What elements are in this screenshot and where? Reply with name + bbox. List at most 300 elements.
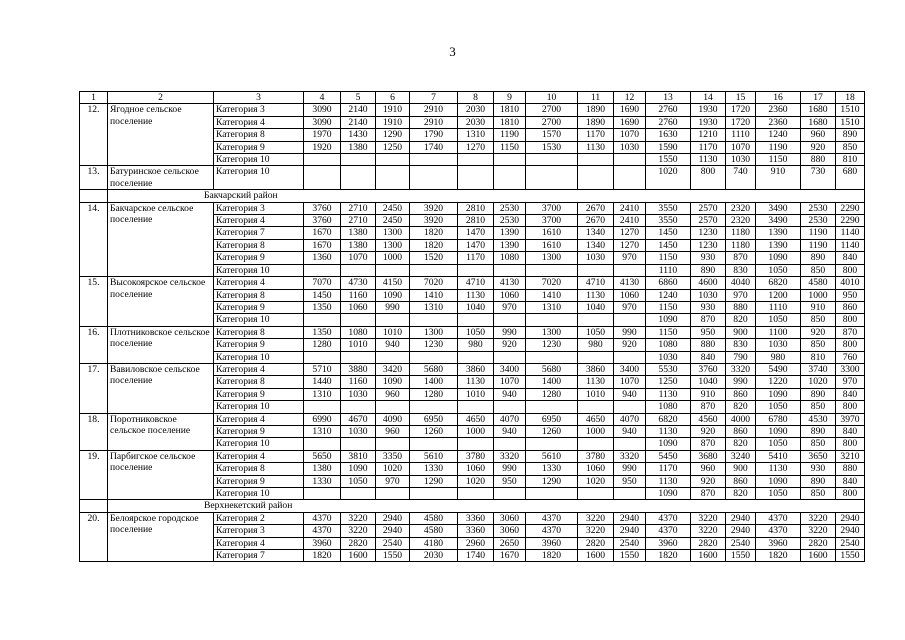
value-cell: 1190	[756, 141, 801, 153]
district-name: Верхнекетский район	[108, 500, 865, 512]
value-cell: 1390	[494, 239, 526, 251]
value-cell: 1000	[376, 252, 410, 264]
value-cell: 1240	[756, 129, 801, 141]
value-cell: 2540	[614, 537, 646, 549]
value-cell: 3300	[836, 363, 865, 375]
value-cell: 850	[801, 339, 836, 351]
value-cell: 870	[691, 314, 726, 326]
value-cell: 1470	[458, 227, 494, 239]
value-cell: 1110	[646, 264, 691, 276]
value-cell: 1050	[756, 488, 801, 500]
value-cell: 4070	[494, 413, 526, 425]
value-cell: 1240	[646, 289, 691, 301]
value-cell: 3760	[691, 363, 726, 375]
column-header: 10	[526, 92, 578, 104]
value-cell: 1260	[410, 425, 458, 437]
value-cell: 850	[801, 401, 836, 413]
value-cell: 1030	[726, 154, 756, 166]
value-cell: 1390	[494, 227, 526, 239]
value-cell: 1080	[494, 252, 526, 264]
value-cell: 1350	[304, 301, 341, 313]
column-header: 1	[80, 92, 108, 104]
value-cell	[614, 154, 646, 166]
value-cell: 1820	[410, 239, 458, 251]
value-cell: 2940	[376, 525, 410, 537]
value-cell: 960	[691, 463, 726, 475]
value-cell: 890	[801, 252, 836, 264]
value-cell: 980	[458, 339, 494, 351]
value-cell: 5680	[410, 363, 458, 375]
value-cell: 4090	[376, 413, 410, 425]
value-cell: 3090	[304, 116, 341, 128]
value-cell: 1600	[341, 550, 376, 562]
value-cell: 1520	[410, 252, 458, 264]
value-cell: 2140	[341, 104, 376, 116]
value-cell: 1260	[526, 425, 578, 437]
value-cell: 930	[691, 252, 726, 264]
value-cell: 680	[836, 166, 865, 190]
value-cell	[304, 314, 341, 326]
value-cell: 960	[376, 425, 410, 437]
value-cell: 800	[691, 166, 726, 190]
value-cell: 1820	[646, 550, 691, 562]
value-cell: 1090	[756, 252, 801, 264]
value-cell: 3420	[376, 363, 410, 375]
category-cell: Категория 8	[214, 129, 304, 141]
value-cell	[526, 401, 578, 413]
value-cell: 1150	[646, 301, 691, 313]
value-cell: 1030	[691, 289, 726, 301]
value-cell: 1190	[801, 227, 836, 239]
value-cell: 3490	[756, 215, 801, 227]
value-cell	[614, 438, 646, 450]
value-cell: 1070	[614, 129, 646, 141]
value-cell: 4650	[458, 413, 494, 425]
value-cell: 870	[691, 488, 726, 500]
value-cell: 1910	[376, 104, 410, 116]
value-cell: 3090	[304, 104, 341, 116]
value-cell: 1680	[801, 104, 836, 116]
value-cell	[526, 351, 578, 363]
value-cell	[526, 438, 578, 450]
value-cell: 740	[726, 166, 756, 190]
value-cell	[526, 166, 578, 190]
value-cell: 3960	[646, 537, 691, 549]
value-cell: 970	[614, 301, 646, 313]
value-cell: 1090	[376, 376, 410, 388]
value-cell: 1720	[726, 104, 756, 116]
value-cell: 1670	[304, 239, 341, 251]
value-cell: 1130	[458, 289, 494, 301]
settlement-name: Ягодное сельское поселение	[108, 104, 214, 166]
value-cell: 1450	[646, 239, 691, 251]
value-cell: 4580	[410, 525, 458, 537]
value-cell: 890	[801, 388, 836, 400]
value-cell: 3810	[341, 450, 376, 462]
value-cell: 3650	[801, 450, 836, 462]
value-cell: 1380	[341, 227, 376, 239]
value-cell: 2940	[614, 525, 646, 537]
value-cell: 1410	[526, 289, 578, 301]
value-cell	[494, 438, 526, 450]
value-cell: 840	[836, 475, 865, 487]
value-cell: 880	[801, 154, 836, 166]
value-cell: 1670	[304, 227, 341, 239]
value-cell: 3320	[614, 450, 646, 462]
category-cell: Категория 9	[214, 425, 304, 437]
value-cell	[494, 488, 526, 500]
value-cell: 1290	[526, 475, 578, 487]
value-cell: 3860	[458, 363, 494, 375]
category-cell: Категория 10	[214, 438, 304, 450]
value-cell: 4560	[691, 413, 726, 425]
value-cell: 930	[801, 463, 836, 475]
value-cell	[526, 314, 578, 326]
value-cell: 1020	[646, 166, 691, 190]
value-cell: 2410	[614, 215, 646, 227]
value-cell: 1600	[801, 550, 836, 562]
value-cell: 2940	[726, 525, 756, 537]
value-cell	[578, 401, 614, 413]
value-cell: 1150	[494, 141, 526, 153]
value-cell	[494, 401, 526, 413]
value-cell: 950	[614, 475, 646, 487]
table-row	[80, 512, 865, 524]
value-cell: 1380	[341, 141, 376, 153]
value-cell	[578, 264, 614, 276]
category-cell: Категория 10	[214, 166, 304, 190]
value-cell	[458, 166, 494, 190]
value-cell: 2940	[836, 512, 865, 524]
value-cell	[341, 166, 376, 190]
value-cell	[614, 314, 646, 326]
value-cell: 1550	[726, 550, 756, 562]
value-cell	[410, 154, 458, 166]
value-cell: 3220	[801, 512, 836, 524]
value-cell: 1040	[578, 301, 614, 313]
value-cell: 1000	[801, 289, 836, 301]
value-cell	[494, 264, 526, 276]
value-cell: 6950	[526, 413, 578, 425]
column-header: 17	[801, 92, 836, 104]
value-cell	[578, 351, 614, 363]
district-empty-cell	[80, 190, 108, 202]
value-cell: 1150	[646, 326, 691, 338]
value-cell: 1810	[494, 104, 526, 116]
value-cell: 2570	[691, 202, 726, 214]
value-cell: 950	[494, 475, 526, 487]
value-cell: 3220	[801, 525, 836, 537]
value-cell: 1200	[756, 289, 801, 301]
value-cell: 4650	[578, 413, 614, 425]
value-cell: 920	[614, 339, 646, 351]
value-cell: 1350	[304, 326, 341, 338]
value-cell: 1010	[341, 339, 376, 351]
value-cell: 3760	[304, 215, 341, 227]
value-cell: 1050	[578, 326, 614, 338]
value-cell: 820	[726, 488, 756, 500]
value-cell: 2820	[578, 537, 614, 549]
value-cell: 4370	[526, 512, 578, 524]
value-cell: 800	[836, 264, 865, 276]
value-cell: 3320	[726, 363, 756, 375]
value-cell: 3220	[578, 512, 614, 524]
value-cell: 1550	[646, 154, 691, 166]
district-row	[80, 190, 865, 202]
value-cell: 2650	[494, 537, 526, 549]
value-cell: 1230	[410, 339, 458, 351]
value-cell: 1150	[756, 154, 801, 166]
value-cell: 4010	[836, 277, 865, 289]
column-header: 15	[726, 92, 756, 104]
category-cell: Категория 4	[214, 277, 304, 289]
value-cell: 800	[836, 339, 865, 351]
value-cell: 960	[376, 388, 410, 400]
value-cell	[458, 488, 494, 500]
value-cell	[304, 351, 341, 363]
value-cell: 3240	[726, 450, 756, 462]
settlement-name: Батуринское сельское поселение	[108, 166, 214, 190]
category-cell: Категория 9	[214, 301, 304, 313]
value-cell: 1790	[410, 129, 458, 141]
value-cell: 1050	[756, 438, 801, 450]
value-cell: 3760	[304, 202, 341, 214]
value-cell: 860	[836, 301, 865, 313]
value-cell: 2910	[410, 116, 458, 128]
value-cell	[376, 488, 410, 500]
value-cell	[578, 438, 614, 450]
value-cell: 1250	[376, 141, 410, 153]
value-cell: 3700	[526, 215, 578, 227]
value-cell: 5650	[304, 450, 341, 462]
value-cell: 3740	[801, 363, 836, 375]
column-header: 12	[614, 92, 646, 104]
category-cell: Категория 8	[214, 463, 304, 475]
value-cell: 840	[836, 425, 865, 437]
value-cell: 4530	[801, 413, 836, 425]
value-cell	[410, 264, 458, 276]
category-cell: Категория 9	[214, 339, 304, 351]
value-cell	[376, 401, 410, 413]
value-cell: 1410	[410, 289, 458, 301]
value-cell	[304, 154, 341, 166]
value-cell	[458, 351, 494, 363]
category-cell: Категория 9	[214, 388, 304, 400]
value-cell: 3490	[756, 202, 801, 214]
value-cell: 1130	[691, 154, 726, 166]
value-cell: 3350	[376, 450, 410, 462]
value-cell: 940	[494, 425, 526, 437]
value-cell: 760	[836, 351, 865, 363]
value-cell: 1050	[756, 264, 801, 276]
value-cell: 1090	[756, 425, 801, 437]
district-empty-cell	[80, 500, 108, 512]
row-number: 20.	[80, 512, 108, 562]
value-cell	[578, 314, 614, 326]
value-cell: 870	[726, 252, 756, 264]
value-cell: 1030	[646, 351, 691, 363]
value-cell: 4370	[756, 512, 801, 524]
settlement-name: Бакчарское сельское поселение	[108, 202, 214, 276]
value-cell: 3220	[691, 512, 726, 524]
category-cell: Категория 10	[214, 351, 304, 363]
category-cell: Категория 7	[214, 227, 304, 239]
value-cell: 1040	[691, 376, 726, 388]
category-cell: Категория 4	[214, 215, 304, 227]
value-cell	[578, 488, 614, 500]
value-cell: 1550	[376, 550, 410, 562]
value-cell: 2140	[341, 116, 376, 128]
value-cell: 1170	[458, 252, 494, 264]
value-cell: 1080	[341, 326, 376, 338]
value-cell: 1010	[578, 388, 614, 400]
value-cell: 1340	[578, 227, 614, 239]
value-cell: 2290	[836, 215, 865, 227]
value-cell: 1390	[756, 239, 801, 251]
value-cell: 1090	[756, 475, 801, 487]
value-cell: 1820	[526, 550, 578, 562]
value-cell: 1090	[646, 314, 691, 326]
value-cell: 3400	[494, 363, 526, 375]
column-header: 9	[494, 92, 526, 104]
value-cell: 4370	[526, 525, 578, 537]
value-cell: 2360	[756, 116, 801, 128]
table-row	[80, 104, 865, 116]
value-cell: 980	[578, 339, 614, 351]
value-cell: 820	[726, 401, 756, 413]
value-cell: 1470	[458, 239, 494, 251]
value-cell: 3960	[756, 537, 801, 549]
value-cell: 1130	[646, 388, 691, 400]
value-cell: 1280	[304, 339, 341, 351]
value-cell: 910	[691, 388, 726, 400]
value-cell: 1300	[526, 326, 578, 338]
row-number: 17.	[80, 363, 108, 413]
value-cell: 1360	[304, 252, 341, 264]
value-cell: 940	[614, 425, 646, 437]
category-cell: Категория 8	[214, 326, 304, 338]
value-cell: 1090	[756, 388, 801, 400]
value-cell: 1670	[494, 550, 526, 562]
district-name: Бакчарский район	[108, 190, 865, 202]
value-cell: 4370	[756, 525, 801, 537]
header-row	[80, 92, 865, 104]
value-cell: 1740	[458, 550, 494, 562]
value-cell	[341, 401, 376, 413]
value-cell: 2820	[801, 537, 836, 549]
column-header: 13	[646, 92, 691, 104]
table-row	[80, 326, 865, 338]
value-cell: 1060	[614, 289, 646, 301]
value-cell: 3920	[410, 202, 458, 214]
value-cell: 1190	[801, 239, 836, 251]
value-cell: 2530	[801, 215, 836, 227]
value-cell: 6990	[304, 413, 341, 425]
value-cell: 1180	[726, 239, 756, 251]
value-cell: 3060	[494, 512, 526, 524]
value-cell: 790	[726, 351, 756, 363]
category-cell: Категория 10	[214, 154, 304, 166]
value-cell: 2410	[614, 202, 646, 214]
value-cell: 3210	[836, 450, 865, 462]
value-cell: 3220	[578, 525, 614, 537]
value-cell: 4070	[614, 413, 646, 425]
value-cell: 1060	[458, 463, 494, 475]
value-cell: 3220	[691, 525, 726, 537]
value-cell: 2320	[726, 215, 756, 227]
value-cell: 1280	[526, 388, 578, 400]
value-cell: 2540	[376, 537, 410, 549]
value-cell: 940	[376, 339, 410, 351]
value-cell: 920	[691, 425, 726, 437]
value-cell: 1820	[304, 550, 341, 562]
category-cell: Категория 3	[214, 202, 304, 214]
value-cell: 2360	[756, 104, 801, 116]
value-cell: 1610	[526, 227, 578, 239]
value-cell	[614, 488, 646, 500]
value-cell: 820	[726, 438, 756, 450]
value-cell: 2530	[801, 202, 836, 214]
value-cell	[410, 401, 458, 413]
value-cell: 1060	[494, 289, 526, 301]
value-cell: 1690	[614, 116, 646, 128]
value-cell: 1250	[646, 376, 691, 388]
settlement-name: Вавиловское сельское поселение	[108, 363, 214, 413]
column-header: 7	[410, 92, 458, 104]
value-cell: 1090	[646, 438, 691, 450]
value-cell: 1550	[614, 550, 646, 562]
value-cell: 1170	[578, 129, 614, 141]
value-cell: 1160	[341, 289, 376, 301]
value-cell: 1510	[836, 116, 865, 128]
value-cell: 1290	[410, 475, 458, 487]
value-cell	[376, 264, 410, 276]
value-cell: 860	[726, 425, 756, 437]
value-cell: 3680	[691, 450, 726, 462]
value-cell: 2710	[341, 202, 376, 214]
category-cell: Категория 9	[214, 475, 304, 487]
value-cell	[304, 264, 341, 276]
value-cell: 5710	[304, 363, 341, 375]
column-header: 18	[836, 92, 865, 104]
value-cell: 6860	[646, 277, 691, 289]
value-cell: 920	[801, 141, 836, 153]
value-cell: 1020	[801, 376, 836, 388]
value-cell	[526, 154, 578, 166]
value-cell: 890	[836, 129, 865, 141]
value-cell: 1010	[376, 326, 410, 338]
value-cell: 2820	[691, 537, 726, 549]
value-cell: 3320	[494, 450, 526, 462]
value-cell: 1050	[756, 401, 801, 413]
value-cell: 1130	[458, 376, 494, 388]
category-cell: Категория 9	[214, 252, 304, 264]
value-cell: 1740	[410, 141, 458, 153]
value-cell: 860	[726, 388, 756, 400]
value-cell: 1080	[646, 401, 691, 413]
value-cell: 2940	[614, 512, 646, 524]
value-cell: 6820	[756, 277, 801, 289]
column-header: 14	[691, 92, 726, 104]
value-cell: 1970	[304, 129, 341, 141]
value-cell: 920	[691, 475, 726, 487]
value-cell: 3060	[494, 525, 526, 537]
category-cell: Категория 4	[214, 363, 304, 375]
value-cell	[578, 166, 614, 190]
value-cell: 1070	[494, 376, 526, 388]
value-cell: 1300	[410, 326, 458, 338]
value-cell: 1040	[458, 301, 494, 313]
